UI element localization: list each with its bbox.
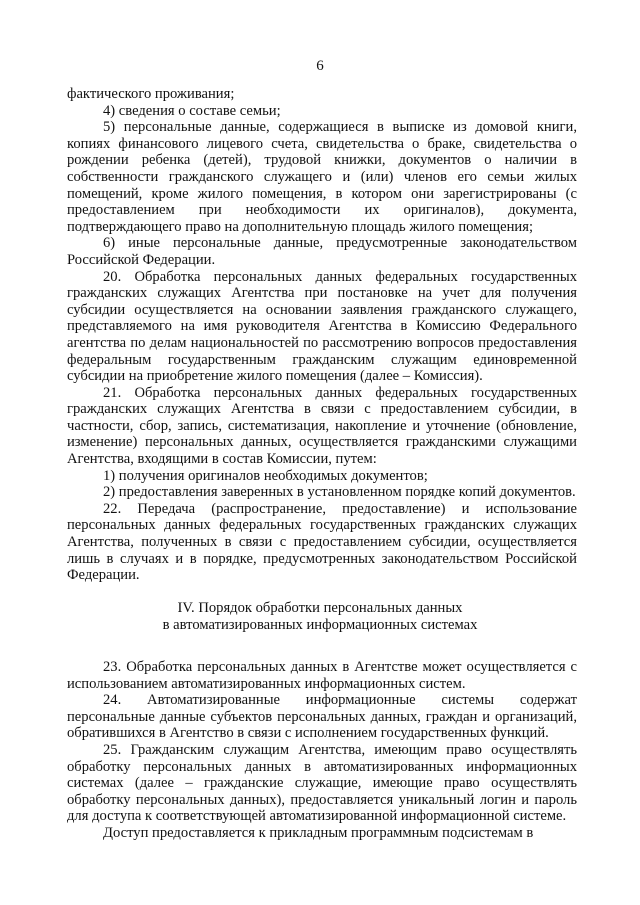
- paragraph-24: 24. Автоматизированные информационные системы содержат персональные данные субъектов персональных данных, граждан и организаций, обратившихся в Агентство в связи с исполнением государственных функций.: [67, 692, 577, 742]
- paragraph-item-5: 5) персональные данные, содержащиеся в выписке из домовой книги, копиях финансового лицевого счета, свидетельства о браке, свидетельства о рождении ребенка (детей), трудовой книжки, документов о наличии в собственности гражданского служащего и (или) членов его семьи жилых помещений, кроме жилого помещения, в котором они зарегистрированы (с предоставлением при необходимости их оригиналов), документа, подтверждающего право на дополнительную площадь жилого помещения;: [67, 119, 577, 235]
- paragraph-access: Доступ предоставляется к прикладным программным подсистемам в: [103, 824, 534, 841]
- section-heading-line-1: IV. Порядок обработки персональных данных: [177, 600, 463, 616]
- page-number: 6: [316, 58, 324, 74]
- section-body-1: [67, 86, 577, 584]
- paragraph-22: 22. Передача (распространение, предоставление) и использование персональных данных федеральных государственных гражданских служащих Агентства, полученных в связи с предоставлением субсидии, осуществляется лишь в случаях и в порядке, предусмотренных законодательством Российской Федерации.: [67, 500, 577, 584]
- section-body-2: [67, 659, 577, 842]
- paragraph-21-item-1: 1) получения оригиналов необходимых документов;: [103, 467, 428, 484]
- paragraph-20: 20. Обработка персональных данных федеральных государственных гражданских служащих Агентства при постановке на учет для получения субсидии осуществляется на основании заявления гражданского служащего, представляемого на имя руководителя Агентства в Комиссию Федерального агентства по делам национальностей по рассмотрению вопросов предоставления федеральным государственным гражданским служащим единовременной субсидии на приобретение жилого помещения (далее – Комиссия).: [67, 268, 577, 385]
- paragraph-continuation: фактического проживания;: [67, 86, 235, 102]
- paragraph-23: 23. Обработка персональных данных в Агентстве может осуществляется с использованием автоматизированных информационных систем.: [67, 659, 577, 692]
- paragraph-21: 21. Обработка персональных данных федеральных государственных гражданских служащих Агентства в связи с предоставлением субсидии, в частности, сбор, запись, систематизация, накопление и уточнение (обновление, изменение) персональных данных, осуществляется гражданскими служащими Агентства, входящими в состав Комиссии, путем:: [67, 384, 577, 468]
- paragraph-21-item-2: 2) предоставления заверенных в установленном порядке копий документов.: [103, 484, 576, 501]
- section-heading: [0, 600, 640, 634]
- section-heading-line-2: в автоматизированных информационных системах: [162, 617, 478, 633]
- paragraph-25: 25. Гражданским служащим Агентства, имеющим право осуществлять обработку персональных данных в автоматизированных информационных системах (далее – гражданские служащие, имеющие право осуществлять обработку персональных данных), предоставляется уникальный логин и пароль для доступа к соответствующей автоматизированной информационной системе.: [67, 741, 577, 825]
- paragraph-item-4: 4) сведения о составе семьи;: [103, 102, 281, 119]
- paragraph-item-6: 6) иные персональные данные, предусмотренные законодательством Российской Федерации.: [67, 235, 577, 268]
